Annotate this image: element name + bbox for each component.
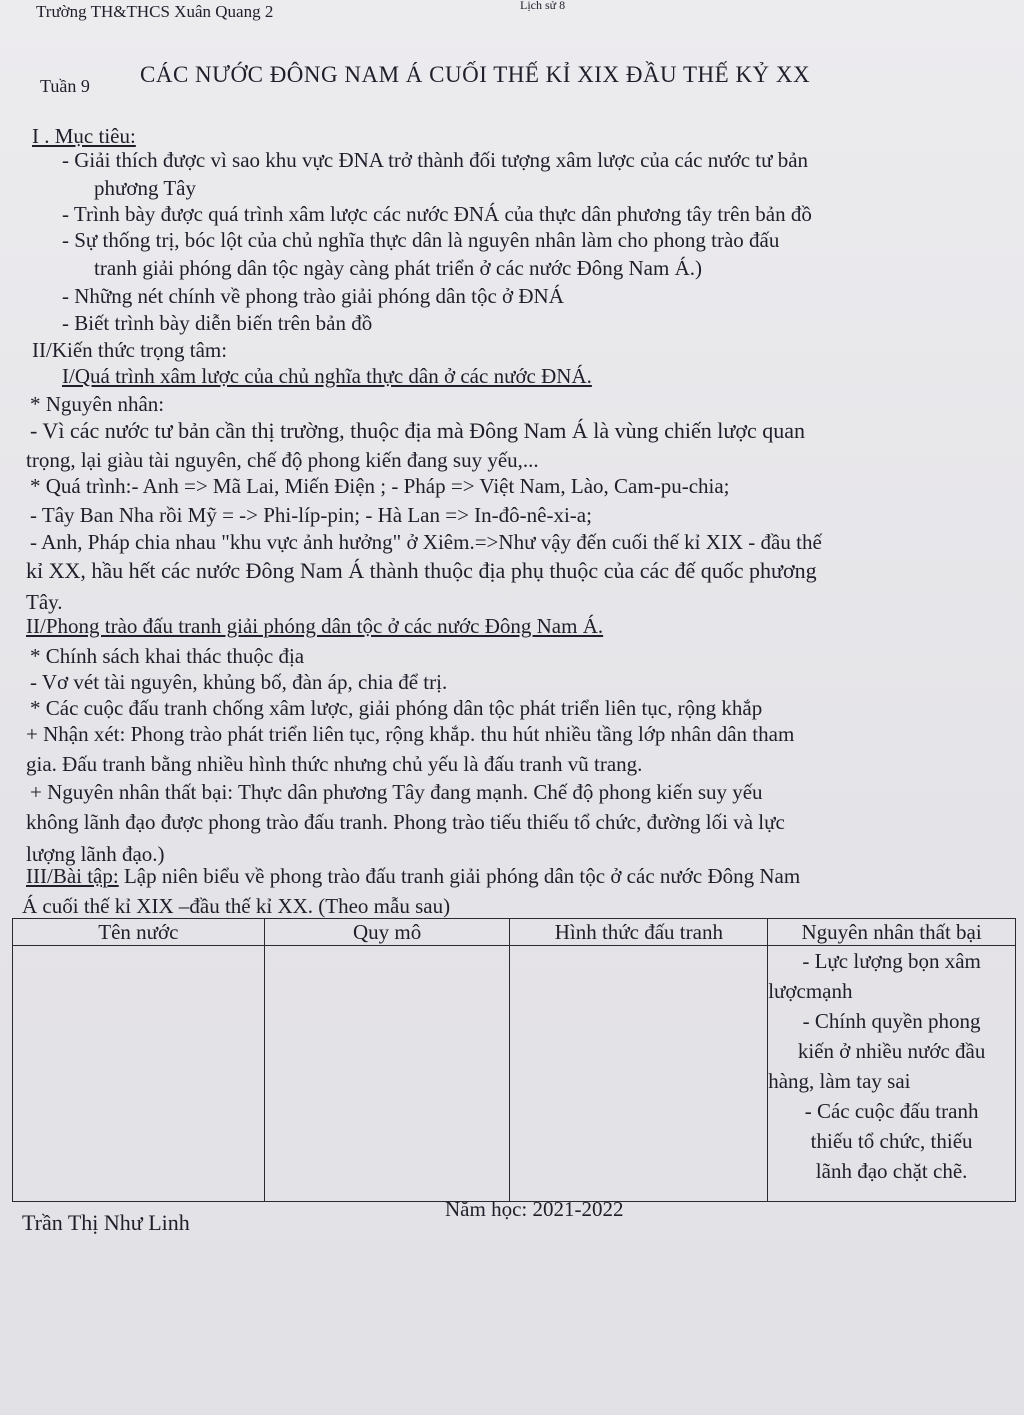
- objectives-heading: [32, 124, 136, 149]
- cause-line: - Chính quyền phong: [802, 1009, 981, 1033]
- section2-line: không lãnh đạo được phong trào đấu tranh. Phong trào tiếu thiếu tổ chức, đường lối và lực: [26, 810, 785, 834]
- scale-cell[interactable]: [264, 946, 510, 1202]
- week-label: Tuần 9: [40, 76, 90, 96]
- section1-line: Tây.: [26, 590, 63, 614]
- section1-line: - Anh, Pháp chia nhau "khu vực ảnh hưởng" ở Xiêm.=>Như vậy đến cuối thế kỉ XIX - đầu thế: [30, 530, 822, 554]
- section1-line: kỉ XX, hầu hết các nước Đông Nam Á thành thuộc địa phụ thuộc của các đế quốc phương: [26, 558, 817, 583]
- page-title: CÁC NƯỚC ĐÔNG NAM Á CUỐI THẾ KỈ XIX ĐẦU THẾ KỶ XX: [140, 62, 811, 87]
- section1-line: * Nguyên nhân:: [30, 392, 165, 416]
- cause-line: lãnh đạo chặt chẽ.: [815, 1159, 968, 1183]
- section2-line: - Vơ vét tài nguyên, khủng bố, đàn áp, chia để trị.: [30, 670, 448, 694]
- form-cell[interactable]: [510, 946, 768, 1202]
- section1-line: * Quá trình:- Anh => Mã Lai, Miến Điện ; - Pháp => Việt Nam, Lào, Cam-pu-chia;: [30, 474, 730, 498]
- objective-line: - Trình bày được quá trình xâm lược các nước ĐNÁ của thực dân phương tây trên bản đồ: [62, 202, 812, 226]
- cause-line: hàng, làm tay sai: [768, 1069, 911, 1093]
- section1-line: - Vì các nước tư bản cần thị trường, thuộc địa mà Đông Nam Á là vùng chiến lược quan: [30, 418, 805, 443]
- column-header: Hình thức đấu tranh: [510, 919, 768, 946]
- school-year: Năm học: 2021-2022: [445, 1197, 624, 1221]
- section2-line: gia. Đấu tranh bằng nhiều hình thức nhưng chủ yếu là đấu tranh vũ trang.: [26, 752, 643, 776]
- objective-line: - Những nét chính về phong trào giải phóng dân tộc ở ĐNÁ: [62, 284, 564, 308]
- objective-line: - Giải thích được vì sao khu vực ĐNA trở thành đối tượng xâm lược của các nước tư bản: [62, 148, 809, 172]
- objectives-heading-text: I . Mục tiêu:: [32, 124, 136, 148]
- objective-line: tranh giải phóng dân tộc ngày càng phát triển ở các nước Đông Nam Á.): [94, 256, 702, 280]
- failure-cause-cell: [768, 946, 1016, 1202]
- cause-line: lượcmạnh: [768, 979, 853, 1003]
- section2-line: + Nhận xét: Phong trào phát triển liên tục, rộng khắp. thu hút nhiều tầng lớp nhân dân tham: [26, 722, 795, 746]
- cause-line: kiến ở nhiều nước đầu: [797, 1039, 986, 1063]
- cause-line: - Lực lượng bọn xâm: [802, 949, 981, 973]
- subject-name: Lịch sử 8: [520, 0, 566, 12]
- column-header: Nguyên nhân thất bại: [768, 919, 1016, 946]
- cause-line: - Các cuộc đấu tranh: [804, 1099, 979, 1123]
- section1-line: trọng, lại giàu tài nguyên, chế độ phong kiến đang suy yếu,...: [26, 448, 539, 472]
- school-name: Trường TH&THCS Xuân Quang 2: [36, 2, 274, 21]
- section1-line: - Tây Ban Nha rồi Mỹ = -> Phi-líp-pin; - Hà Lan => In-đô-nê-xi-a;: [30, 503, 592, 527]
- table-row: [13, 946, 1016, 1202]
- knowledge-heading: II/Kiến thức trọng tâm:: [32, 338, 228, 362]
- section2-title: II/Phong trào đấu tranh giải phóng dân tộc ở các nước Đông Nam Á.: [26, 614, 604, 638]
- section2-line: * Chính sách khai thác thuộc địa: [30, 644, 305, 668]
- column-header: Quy mô: [264, 919, 510, 946]
- section1-title: I/Quá trình xâm lược của chủ nghĩa thực dân ở các nước ĐNÁ.: [62, 364, 592, 388]
- exercise-text: Lập niên biểu về phong trào đấu tranh giải phóng dân tộc ở các nước Đông Nam: [118, 864, 801, 888]
- author-name: Trần Thị Như Linh: [22, 1210, 190, 1235]
- exercise-line-2: Á cuối thế kỉ XIX –đầu thế kỉ XX. (Theo mẫu sau): [22, 894, 451, 918]
- section2-line: + Nguyên nhân thất bại: Thực dân phương Tây đang mạnh. Chế độ phong kiến suy yếu: [30, 780, 763, 804]
- objective-line: - Sự thống trị, bóc lột của chủ nghĩa thực dân là nguyên nhân làm cho phong trào đấu: [62, 228, 780, 252]
- objective-line: - Biết trình bày diễn biến trên bản đồ: [62, 311, 373, 335]
- chronology-table: [12, 918, 1016, 1202]
- exercise-line: [26, 864, 800, 889]
- section2-line: * Các cuộc đấu tranh chống xâm lược, giải phóng dân tộc phát triển liên tục, rộng khắp: [30, 696, 763, 720]
- cause-line: thiếu tổ chức, thiếu: [810, 1129, 973, 1153]
- objective-line: phương Tây: [94, 176, 197, 200]
- section2-line: lượng lãnh đạo.): [26, 842, 165, 866]
- country-cell[interactable]: [13, 946, 265, 1202]
- column-header: Tên nước: [13, 919, 265, 946]
- table-header-row: [13, 919, 1016, 946]
- exercise-label: III/Bài tập:: [26, 864, 119, 888]
